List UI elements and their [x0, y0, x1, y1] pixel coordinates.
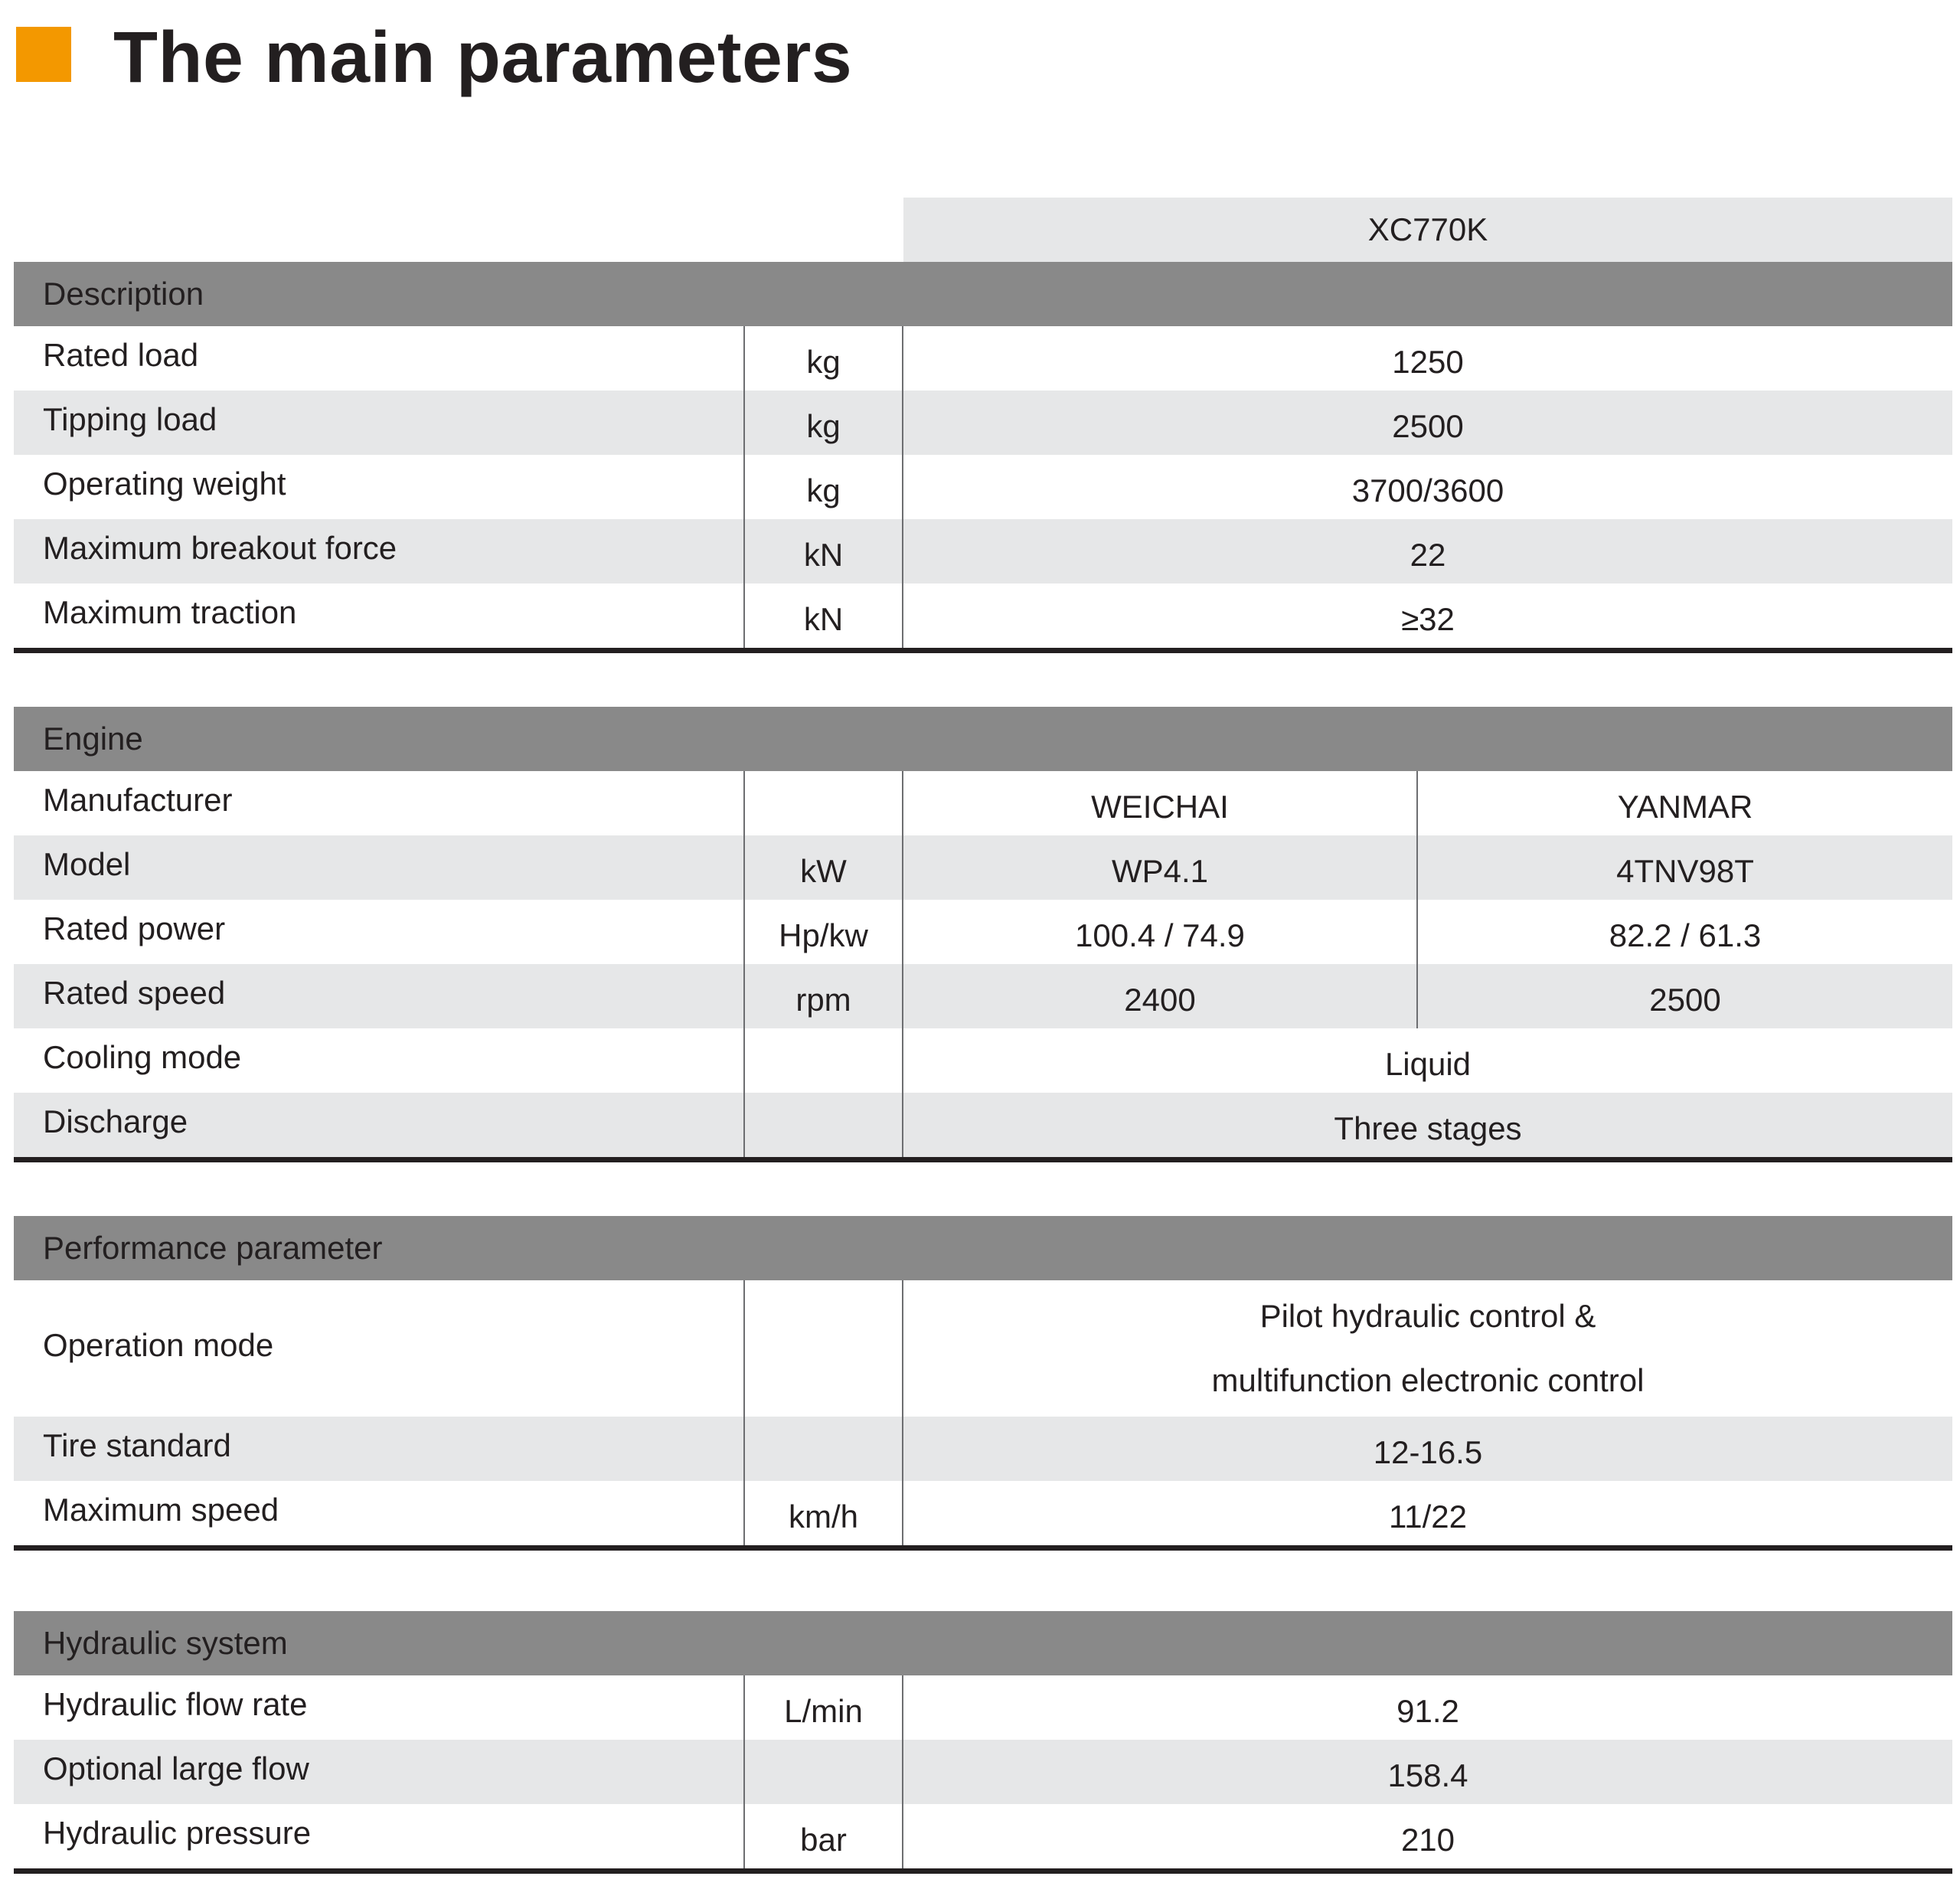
row-unit: rpm	[745, 964, 903, 1028]
row-label: Operation mode	[14, 1280, 745, 1417]
row-value-weichai: 100.4 / 74.9	[903, 900, 1418, 964]
row-label: Model	[14, 835, 745, 900]
row-value: 1250	[1392, 344, 1464, 380]
row-value: 210	[1400, 1822, 1455, 1858]
row-label: Maximum traction	[14, 583, 745, 648]
engine-table	[14, 707, 1952, 1162]
table-divider	[14, 1157, 1952, 1162]
row-label: Maximum speed	[14, 1481, 745, 1545]
section-heading-performance: Performance parameter	[14, 1216, 1952, 1280]
row-value: 91.2	[1396, 1693, 1459, 1729]
row-value-line: Pilot hydraulic control &	[1259, 1298, 1596, 1334]
table-row	[14, 900, 1952, 964]
table-row	[14, 1481, 1952, 1545]
model-column-header: XC770K	[903, 198, 1952, 262]
row-unit	[745, 1280, 903, 1417]
table-divider	[14, 1545, 1952, 1551]
hydraulic-table	[14, 1611, 1952, 1874]
row-label: Discharge	[14, 1093, 745, 1157]
page-title: The main parameters	[113, 17, 853, 98]
table-row	[14, 455, 1952, 519]
row-value: ≥32	[1401, 601, 1455, 637]
row-value: 11/22	[1389, 1499, 1467, 1535]
row-label: Operating weight	[14, 455, 745, 519]
row-label: Cooling mode	[14, 1028, 745, 1093]
row-value: Liquid	[1384, 1046, 1472, 1082]
row-value: 3700/3600	[1351, 472, 1504, 508]
row-value: 158.4	[1387, 1757, 1468, 1793]
section-heading-description: Description	[14, 262, 1952, 326]
row-label: Rated load	[14, 326, 745, 391]
row-label: Hydraulic pressure	[14, 1804, 745, 1868]
table-divider	[14, 648, 1952, 653]
row-value: 2500	[1392, 408, 1464, 444]
row-label: Manufacturer	[14, 771, 745, 835]
row-value: 22	[1410, 537, 1446, 573]
table-row	[14, 1280, 1952, 1417]
section-heading-hydraulic: Hydraulic system	[14, 1611, 1952, 1675]
row-unit: kg	[745, 455, 903, 519]
row-value	[903, 1280, 1952, 1417]
table-row	[14, 964, 1952, 1028]
table-row	[14, 326, 1952, 391]
table-row	[14, 1804, 1952, 1868]
row-unit: kN	[745, 583, 903, 648]
row-value-yanmar: 2500	[1649, 982, 1721, 1018]
row-unit: km/h	[745, 1481, 903, 1545]
row-label: Maximum breakout force	[14, 519, 745, 583]
row-unit	[745, 771, 903, 835]
row-label: Tipping load	[14, 391, 745, 455]
row-unit	[745, 1740, 903, 1804]
table-row	[14, 835, 1952, 900]
row-unit: L/min	[745, 1675, 903, 1740]
table-row	[14, 1675, 1952, 1740]
row-label: Optional large flow	[14, 1740, 745, 1804]
row-value-yanmar: YANMAR	[1617, 789, 1753, 825]
table-row	[14, 519, 1952, 583]
row-value-yanmar: 82.2 / 61.3	[1609, 917, 1762, 953]
table-divider	[14, 1868, 1952, 1874]
row-value-line: multifunction electronic control	[1211, 1362, 1645, 1398]
table-row	[14, 1417, 1952, 1481]
row-unit	[745, 1093, 903, 1157]
row-value: Three stages	[1334, 1110, 1522, 1146]
row-unit: kg	[745, 391, 903, 455]
row-value-yanmar: 4TNV98T	[1616, 853, 1754, 889]
row-value-weichai: WEICHAI	[903, 771, 1418, 835]
row-unit: bar	[745, 1804, 903, 1868]
row-unit	[745, 1417, 903, 1481]
table-row	[14, 1740, 1952, 1804]
row-label: Tire standard	[14, 1417, 745, 1481]
table-row	[14, 391, 1952, 455]
table-row	[14, 771, 1952, 835]
row-value: 12-16.5	[1373, 1434, 1483, 1470]
row-unit: Hp/kw	[745, 900, 903, 964]
orange-square-icon	[16, 27, 71, 82]
row-value-weichai: WP4.1	[903, 835, 1418, 900]
row-unit: kW	[745, 835, 903, 900]
row-label: Rated power	[14, 900, 745, 964]
row-label: Hydraulic flow rate	[14, 1675, 745, 1740]
table-row	[14, 1093, 1952, 1157]
row-unit: kN	[745, 519, 903, 583]
row-label: Rated speed	[14, 964, 745, 1028]
row-unit: kg	[745, 326, 903, 391]
description-table	[14, 262, 1952, 653]
row-unit	[745, 1028, 903, 1093]
performance-table	[14, 1216, 1952, 1551]
row-value-weichai: 2400	[903, 964, 1418, 1028]
table-row	[14, 583, 1952, 648]
table-row	[14, 1028, 1952, 1093]
section-heading-engine: Engine	[14, 707, 1952, 771]
